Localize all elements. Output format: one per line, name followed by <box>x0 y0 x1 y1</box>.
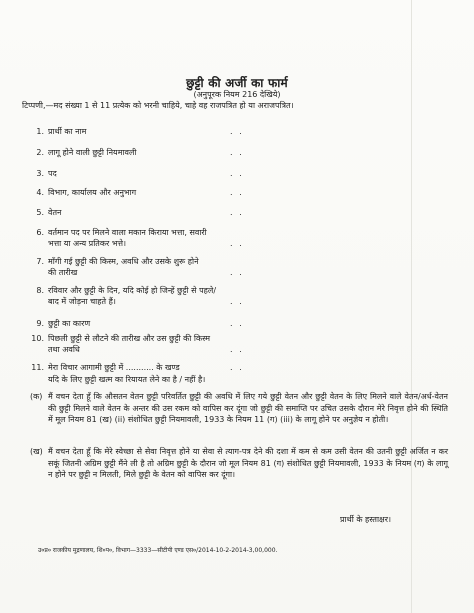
item-label: विभाग, कार्यालय और अनुभाग <box>48 188 137 197</box>
item-11-continuation: यदि के लिए छुट्टी खत्म का रियायत लेने का है / नहीं है। <box>48 375 206 384</box>
item-label: माँगी गई छुट्टी की किस्म, अवधि और उसके शुरू होने की तारीख <box>48 257 199 277</box>
form-item-7 <box>30 256 450 278</box>
applicant-signature-label: प्रार्थी के हस्ताक्षर। <box>340 515 392 524</box>
form-item-3 <box>30 168 450 179</box>
item-label: प्रार्थी का नाम <box>48 127 87 136</box>
form-item-2 <box>30 147 450 158</box>
para-ka-label: (क) <box>30 392 43 401</box>
form-item-4 <box>30 187 450 198</box>
item-label: मेरा विचार आगामी छुट्टी में ........... के खण्ड <box>48 363 180 372</box>
item-label: पिछली छुट्टी से लौटने की तारीख और उस छुट्टी की किस्म तथा अवधि <box>48 334 211 354</box>
form-item-9 <box>30 318 450 329</box>
item-dots: . . <box>230 319 244 328</box>
item-number: 3. <box>36 169 44 178</box>
form-note: टिप्पणी,—मद संख्या 1 से 11 प्रत्येक को भरनी चाहिये, चाहे वह राजपत्रित हो या अराजपत्रित। <box>22 101 294 110</box>
item-number: 7. <box>36 257 44 266</box>
item-number: 9. <box>36 319 44 328</box>
item-label: छुट्टी का कारण <box>48 319 91 328</box>
form-item-6 <box>30 227 450 249</box>
item-dots: . . <box>230 169 244 178</box>
item-label: वेतन <box>48 208 62 217</box>
item-dots: . . <box>230 297 244 306</box>
item-dots: . . <box>230 363 244 372</box>
item-number: 2. <box>36 148 44 157</box>
item-number: 11. <box>31 363 44 372</box>
item-dots: . . <box>230 268 244 277</box>
item-dots: . . <box>230 239 244 248</box>
item-number: 1. <box>36 127 44 136</box>
item-number: 8. <box>36 286 44 295</box>
para-kha-text: मैं वचन देता हूँ कि मेरे स्वेच्छा से सेवा निवृत्त होने या सेवा से त्याग-पत्र देने की दशा में कम से कम उसी वेतन की उतनी छुट्टी अर्जित न कर सकूं जितनी अग्रिम छुट्टी मैंने ली है तो अग्रिम छुट्टी के दौरान जो मूल नियम 81 (ग) संशोधित छुट्टी नियमावली, 1933 के नियम (ग) के लागू न होने पर छुट्टी न मिलती, मिले छुट्टी के वेतन को वापिस कर दूंगा। <box>48 447 448 479</box>
form-item-11 <box>30 362 450 373</box>
item-number: 6. <box>36 228 44 237</box>
form-title: छुट्टी की अर्जी का फार्म <box>186 76 288 90</box>
item-dots: . . <box>230 127 244 136</box>
form-subtitle: (अनुपूरक नियम 216 देखिये) <box>193 90 281 99</box>
printer-footer: उ०प्र० राजकीय मुद्रणालय, शि०प०, विभाग—3333—सीटीपी एण्ड एस०/2014-10-2-2014-3,00,000. <box>38 547 278 554</box>
para-kha-label: (ख) <box>30 447 43 456</box>
item-dots: . . <box>230 208 244 217</box>
form-item-11-line2 <box>48 374 468 385</box>
item-number: 4. <box>36 188 44 197</box>
form-item-10 <box>30 333 450 355</box>
item-label: रविवार और छुट्टी के दिन, यदि कोई हो जिन्हें छुट्टी से पहले/बाद में जोड़ना चाहते हैं। <box>48 286 217 306</box>
form-item-8 <box>30 285 450 307</box>
form-item-5 <box>30 207 450 218</box>
item-number: 5. <box>36 208 44 217</box>
item-label: वर्तमान पद पर मिलने वाला मकान किराया भत्ता, सवारी भत्ता या अन्य प्रतिकर भत्ते। <box>48 228 207 248</box>
para-ka-text: मैं वचन देता हूँ कि औसतन वेतन छुट्टी परिवर्तित छुट्टी की अवधि में लिए गये छुट्टी वेतन और छुट्टी वेतन के लिए मिलने वाले वेतन/अर्ध-वेतन की छुट्टी मिलने वाले वेतन के अन्तर की उस रकम को वापिस कर दूंगा जो छुट्टी की समाप्ति पर उचित उसके दौरान मेरे निवृत्त होने की स्थिति में मूल नियम 81 (ख) (ii) संशोधित छुट्टी नियमावली, 1933 के नियम 11 (ग) (iii) के लागू होने पर अनुज्ञेय न होती। <box>48 392 448 424</box>
item-number: 10. <box>31 334 44 343</box>
item-dots: . . <box>230 188 244 197</box>
item-dots: . . <box>230 345 244 354</box>
item-dots: . . <box>230 148 244 157</box>
item-label: लागू होने वाली छुट्टी नियमावली <box>48 148 137 157</box>
item-label: पद <box>48 169 57 178</box>
form-item-1 <box>30 126 450 137</box>
